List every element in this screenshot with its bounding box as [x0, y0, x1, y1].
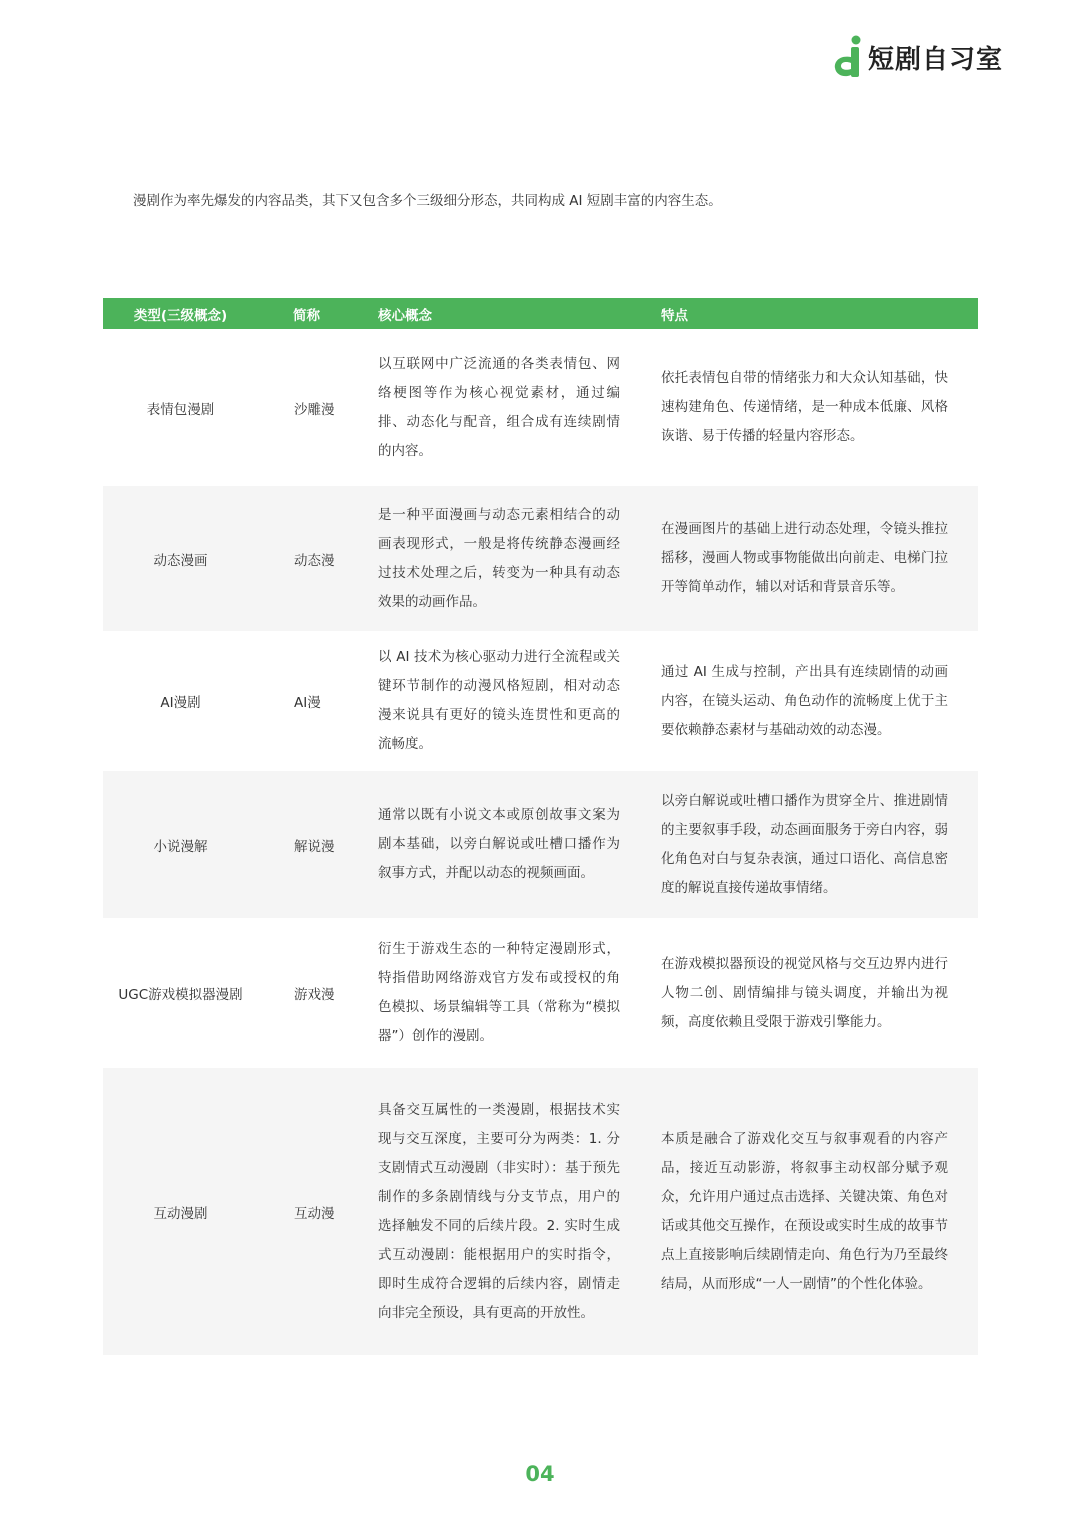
brand-logo: [832, 34, 1003, 80]
brand-name: 短剧自习室: [868, 44, 1004, 75]
cell-short: 游戏漫: [294, 987, 335, 1003]
cell-feature: 在漫画图片的基础上进行动态处理，令镜头推拉摇移，漫画人物或事物能做出向前走、电梯门拉开等简单动作，辅以对话和背景音乐等。: [661, 521, 948, 595]
table-row: [103, 631, 978, 771]
table-row: [103, 918, 978, 1068]
cell-short: 动态漫: [294, 552, 335, 569]
cell-short: 沙雕漫: [294, 401, 335, 418]
content-type-table: [103, 298, 978, 1355]
logo-d-icon: [832, 35, 862, 79]
cell-concept: 是一种平面漫画与动态元素相结合的动画表现形式，一般是将传统静态漫画经过技术处理之后，转变为一种具有动态效果的动画作品。: [378, 506, 620, 610]
cell-concept: 以 AI 技术为核心驱动力进行全流程或关键环节制作的动漫风格短剧，相对动态漫来说具有更好的镜头连贯性和更高的流畅度。: [378, 649, 620, 752]
cell-short: 解说漫: [294, 838, 335, 855]
page-number: 04: [525, 1462, 555, 1486]
cell-feature: 在游戏模拟器预设的视觉风格与交互边界内进行人物二创、剧情编排与镜头调度，并输出为视频，高度依赖且受限于游戏引擎能力。: [661, 955, 948, 1030]
cell-short: 互动漫: [294, 1205, 335, 1222]
header-concept: 核心概念: [378, 307, 432, 324]
cell-concept: 衍生于游戏生态的一种特定漫剧形式，特指借助网络游戏官方发布或授权的角色模拟、场景编辑等工具（常称为“模拟器”）创作的漫剧。: [378, 941, 620, 1044]
cell-feature: 本质是融合了游戏化交互与叙事观看的内容产品，接近互动影游，将叙事主动权部分赋予观众，允许用户通过点击选择、关键决策、角色对话或其他交互操作，在预设或实时生成的故事节点上直接影响后续剧情走向、角色行为乃至最终结局，从而形成“一人一剧情”的个性化体验。: [661, 1130, 948, 1292]
header-feature: 特点: [661, 307, 688, 324]
cell-short: AI漫: [294, 695, 321, 711]
brand-logo-icon: [832, 35, 862, 79]
cell-type: 小说漫解: [153, 838, 208, 855]
table-header: [103, 298, 978, 329]
cell-feature: 通过 AI 生成与控制，产出具有连续剧情的动画内容，在镜头运动、角色动作的流畅度上优于主要依赖静态素材与基础动效的动态漫。: [661, 663, 948, 738]
cell-type: 表情包漫剧: [146, 401, 215, 418]
cell-type: UGC游戏模拟器漫剧: [118, 987, 243, 1003]
table-row: [103, 486, 978, 631]
cell-type: 动态漫画: [153, 552, 208, 569]
cell-feature: 以旁白解说或吐槽口播作为贯穿全片、推进剧情的主要叙事手段，动态画面服务于旁白内容，弱化角色对白与复杂表演，通过口语化、高信息密度的解说直接传递故事情绪。: [661, 792, 948, 896]
cell-concept: 以互联网中广泛流通的各类表情包、网络梗图等作为核心视觉素材，通过编排、动态化与配音，组合成有连续剧情的内容。: [378, 355, 620, 459]
table-row: [103, 1068, 978, 1355]
cell-type: 互动漫剧: [153, 1205, 208, 1222]
cell-concept: 具备交互属性的一类漫剧，根据技术实现与交互深度，主要可分为两类：1. 分支剧情式互动漫剧（非实时）：基于预先制作的多条剧情线与分支节点，用户的选择触发不同的后续片段。2. 实时生成式互动漫剧：能根据用户的实时指令，即时生成符合逻辑的后续内容，剧情走向非完全预设，具有更高的开放性。: [378, 1101, 620, 1321]
cell-type: AI漫剧: [160, 695, 201, 711]
table-row: [103, 771, 978, 918]
cell-feature: 依托表情包自带的情绪张力和大众认知基础，快速构建角色、传递情绪，是一种成本低廉、风格诙谐、易于传播的轻量内容形态。: [661, 370, 948, 444]
table-row: [103, 329, 978, 486]
header-type: 类型(三级概念): [133, 307, 228, 324]
cell-concept: 通常以既有小说文本或原创故事文案为剧本基础，以旁白解说或吐槽口播作为叙事方式，并配以动态的视频画面。: [378, 807, 620, 881]
intro-paragraph: 漫剧作为率先爆发的内容品类，其下又包含多个三级细分形态，共同构成 AI 短剧丰富的内容生态。: [133, 193, 722, 209]
header-short: 简称: [293, 307, 320, 324]
